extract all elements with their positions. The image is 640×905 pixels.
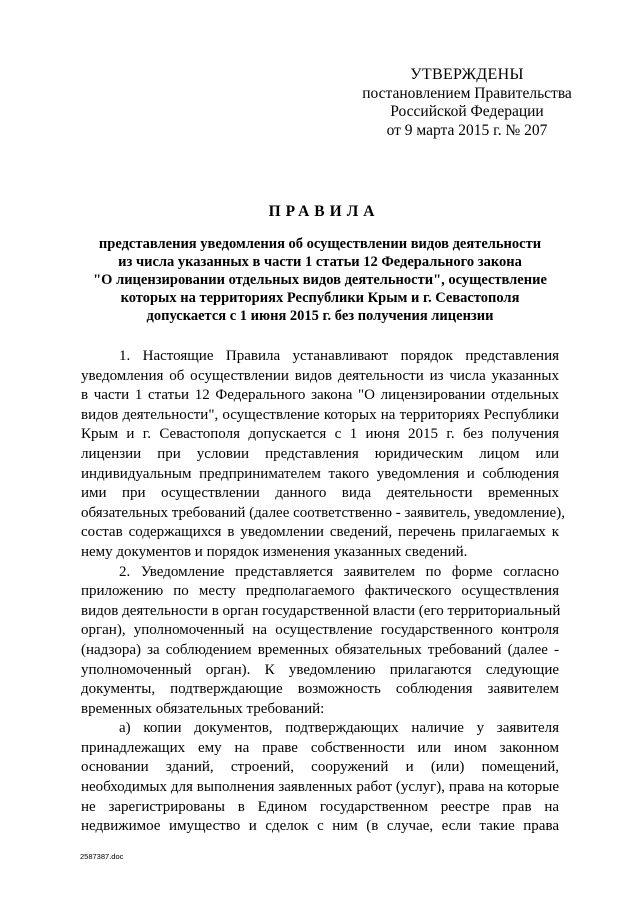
body-line: принадлежащих ему на праве собственности или ином законном xyxy=(81,739,559,756)
body-line: в части 1 статьи 12 Федерального закона "О лицензировании отдельных xyxy=(81,387,559,404)
body-line: нему документов и порядок изменения указанных сведений. xyxy=(81,543,468,560)
subtitle-line-5: допускается с 1 июня 2015 г. без получения лицензии xyxy=(146,308,494,324)
body-line: документы, подтверждающие возможность соблюдения заявителем xyxy=(81,681,559,698)
body-line: необходимых для выполнения заявленных работ (услуг), права на которые xyxy=(81,779,559,796)
approval-line-2: Российской Федерации xyxy=(390,103,544,120)
document-subtitle xyxy=(60,235,580,325)
body-line: 2. Уведомление представляется заявителем по форме согласно xyxy=(119,563,559,580)
body-line: (надзора) за соблюдением временных обязательных требований (далее - xyxy=(81,641,559,658)
body-line: не зарегистрированы в Едином государственном реестре прав на xyxy=(81,798,559,815)
body-text xyxy=(81,347,565,837)
body-line: ими при осуществлении данного вида деятельности временных xyxy=(81,485,559,502)
body-line: обязательных требований (далее соответственно - заявитель, уведомление), xyxy=(81,504,565,521)
body-line: приложению по месту предполагаемого фактического осуществления xyxy=(81,583,559,600)
body-line: видов деятельности в орган государственной власти (его территориальный xyxy=(81,602,561,619)
body-line: состав содержащихся в уведомлении сведений, перечень прилагаемых к xyxy=(81,524,559,541)
approval-line-1: постановлением Правительства xyxy=(362,84,572,102)
body-line: уведомления об осуществлении видов деятельности из числа указанных xyxy=(81,367,559,384)
approval-line-3: от 9 марта 2015 г. № 207 xyxy=(386,121,548,139)
body-line: временных обязательных требований: xyxy=(81,700,325,717)
document-title: ПРАВИЛА xyxy=(268,203,380,220)
body-line: а) копии документов, подтверждающих наличие у заявителя xyxy=(119,720,559,737)
approval-title: УТВЕРЖДЕНЫ xyxy=(410,66,524,83)
body-line: 1. Настоящие Правила устанавливают порядок представления xyxy=(119,348,559,364)
body-line: недвижимое имущество и сделок с ним (в случае, если такие права xyxy=(81,818,559,835)
subtitle-line-2: из числа указанных в части 1 статьи 12 Федерального закона xyxy=(118,254,522,270)
body-line: лицензии при условии представления юридическим лицом или xyxy=(81,445,559,462)
body-line: уполномоченный орган). К уведомлению прилагаются следующие xyxy=(81,661,559,678)
body-line: видов деятельности", осуществление которых на территориях Республики xyxy=(81,406,559,423)
body-line: орган), уполномоченный на осуществление государственного контроля xyxy=(81,622,559,639)
footer-filename: 2587387.doc xyxy=(80,852,124,861)
approval-block xyxy=(352,66,582,140)
body-line: Крым и г. Севастополя допускается с 1 июня 2015 г. без получения xyxy=(81,426,559,443)
body-line: индивидуальным предпринимателем такого уведомления и соблюдения xyxy=(81,465,559,482)
subtitle-line-1: представления уведомления об осуществлении видов деятельности xyxy=(98,236,542,252)
subtitle-line-4: которых на территориях Республики Крым и г. Севастополя xyxy=(120,290,520,306)
subtitle-line-3: "О лицензировании отдельных видов деятельности", осуществление xyxy=(93,272,547,288)
body-line: основании зданий, строений, сооружений и (или) помещений, xyxy=(81,759,559,776)
